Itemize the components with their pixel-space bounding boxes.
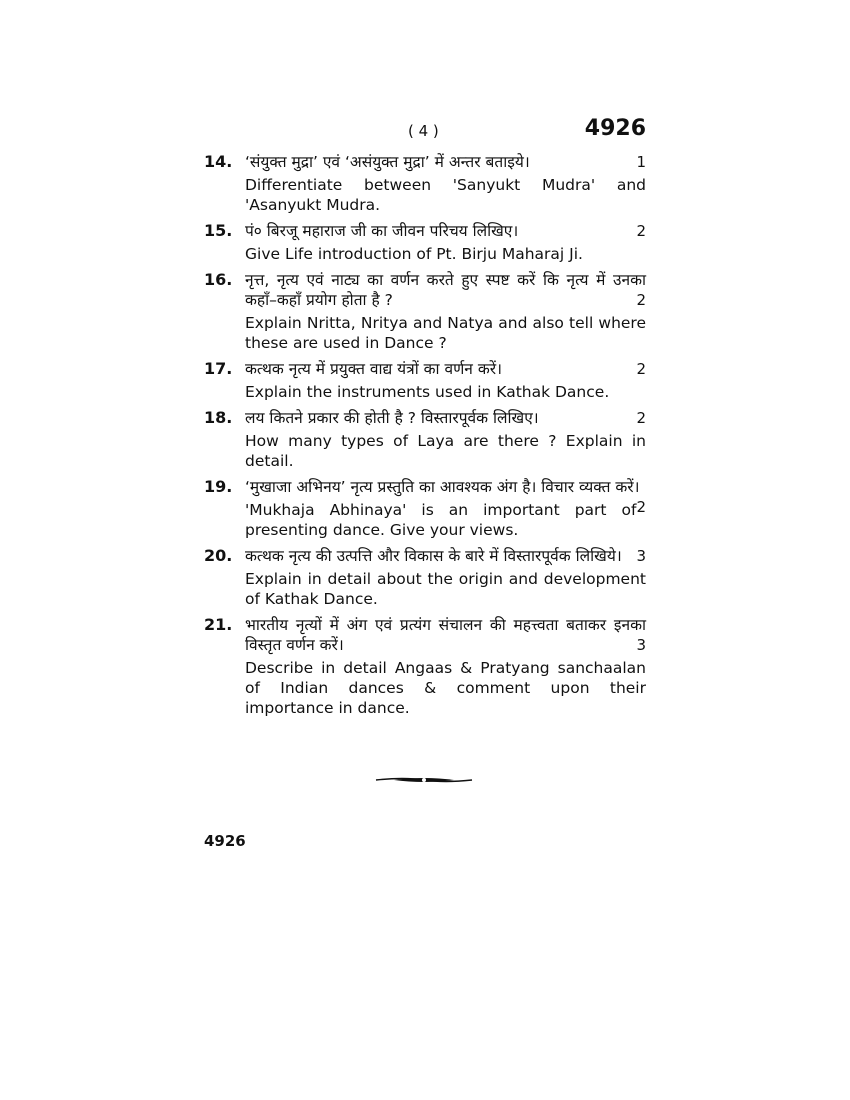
question-hindi [245,359,646,379]
question-number: 17. [204,359,233,378]
question-marks: 3 [636,547,646,565]
question-hindi-text: भारतीय नृत्यों में अंग एवं प्रत्यंग संचालन की महत्त्वता बताकर इनका विस्तृत वर्णन करें। [245,616,646,654]
question-marks: 1 [636,153,646,171]
question-number: 18. [204,408,233,427]
question-hindi [245,546,646,566]
question-english: Describe in detail Angaas & Pratyang sanchaalan of Indian dances & comment upon their importance in dance. [245,659,646,717]
question-number: 14. [204,152,233,171]
question-hindi-text: ‘संयुक्त मुद्रा’ एवं ‘असंयुक्त मुद्रा’ में अन्तर बताइये। [245,153,530,171]
question-17 [204,359,646,402]
question-hindi [245,477,646,516]
question-18 [204,408,646,471]
question-hindi-text: ‘मुखाजा अभिनय’ नृत्य प्रस्तुति का आवश्यक अंग है। विचार व्यक्त करें। [245,478,640,496]
question-marks: 2 [636,498,646,516]
question-number: 19. [204,477,233,496]
question-english: Explain Nritta, Nritya and Natya and also tell where these are used in Dance ? [245,314,646,352]
question-list [204,152,646,724]
paper-code-footer: 4926 [204,832,246,850]
question-hindi [245,221,646,241]
end-ornament-divider [374,774,474,786]
paper-code-header: 4926 [584,116,646,141]
question-english: Explain in detail about the origin and development of Kathak Dance. [245,570,646,608]
question-19 [204,477,646,540]
question-marks: 2 [636,291,646,309]
question-21 [204,615,646,718]
question-hindi-text: नृत्त, नृत्य एवं नाट्य का वर्णन करते हुए स्पष्ट करें कि नृत्य में उनका कहाँ–कहाँ प्रयोग होता है ? [245,271,646,309]
question-hindi-text: लय कितने प्रकार की होती है ? विस्तारपूर्वक लिखिए। [245,409,539,427]
question-marks: 3 [636,636,646,654]
question-hindi [245,408,646,428]
question-english: How many types of Laya are there ? Explain in detail. [245,432,646,470]
question-hindi [245,270,646,310]
question-marks: 2 [636,360,646,378]
question-hindi [245,615,646,655]
question-number: 21. [204,615,233,634]
question-marks: 2 [636,409,646,427]
question-20 [204,546,646,609]
page-number: ( 4 ) [408,122,439,140]
question-hindi-text: कत्थक नृत्य में प्रयुक्त वाद्य यंत्रों का वर्णन करें। [245,360,502,378]
question-14 [204,152,646,215]
question-english: 'Mukhaja Abhinaya' is an important part of presenting dance. Give your views. [245,501,637,539]
question-15 [204,221,646,264]
question-english: Explain the instruments used in Kathak Dance. [245,383,610,401]
question-english: Give Life introduction of Pt. Birju Maharaj Ji. [245,245,583,263]
question-number: 15. [204,221,233,240]
question-marks: 2 [636,222,646,240]
question-number: 20. [204,546,233,565]
question-number: 16. [204,270,233,289]
question-hindi [245,152,646,172]
question-hindi-text: पं० बिरजू महाराज जी का जीवन परिचय लिखिए। [245,222,519,240]
question-english: Differentiate between 'Sanyukt Mudra' and 'Asanyukt Mudra. [245,176,646,214]
question-hindi-text: कत्थक नृत्य की उत्पत्ति और विकास के बारे में विस्तारपूर्वक लिखिये। [245,547,622,565]
question-16 [204,270,646,353]
